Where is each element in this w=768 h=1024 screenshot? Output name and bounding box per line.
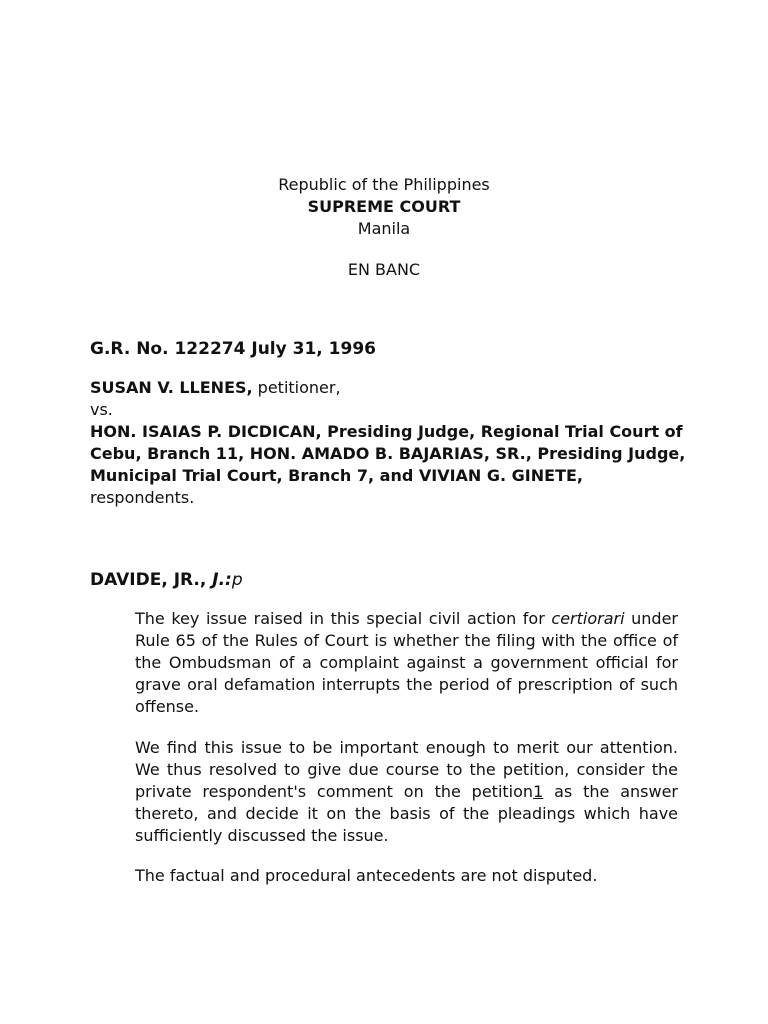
division-heading: EN BANC [347,260,421,279]
ponente-suffix: p [231,570,243,590]
ponente-name: DAVIDE, JR., [90,570,213,590]
p2-text-a: We find this issue to be important enough to merit our attention. We thus resolved to give due course to the petition, consider the private respondent's comment on the petition [135,738,678,801]
petitioner-name: SUSAN V. LLENES, [90,378,253,397]
court-heading: SUPREME COURT [307,197,461,216]
petitioner-role: petitioner, [252,378,341,397]
paragraph-1 [135,608,678,718]
ponente-title: J.: [212,570,232,590]
case-parties [90,377,690,509]
paragraph-2 [135,737,678,847]
case-number: G.R. No. 122274 July 31, 1996 [90,339,376,359]
versus-label: vs. [90,400,113,419]
p1-emphasis: certiorari [551,609,625,628]
p2-text-b: as the answer thereto, and decide it on the basis of the pleadings which have sufficiently discussed the issue. [135,782,678,845]
respondents-role: respondents. [90,488,195,507]
republic-heading: Republic of the Philippines [278,175,490,194]
paragraph-3: The factual and procedural antecedents are not disputed. [135,866,598,885]
p1-text-a: The key issue raised in this special civil action for [135,609,552,628]
p1-text-b: under Rule 65 of the Rules of Court is whether the filing with the office of the Ombudsman of a complaint against a government official for grave oral defamation interrupts the period of prescription of such offense. [135,609,678,716]
ponente [90,570,243,590]
footnote-link[interactable]: 1 [533,782,544,801]
city-heading: Manila [357,219,411,238]
respondents-names: HON. ISAIAS P. DICDICAN, Presiding Judge, Regional Trial Court of Cebu, Branch 11, HON. AMADO B. BAJARIAS, SR., Presiding Judge, Municipal Trial Court, Branch 7, and VIVIAN G. GINETE, [90,422,686,485]
